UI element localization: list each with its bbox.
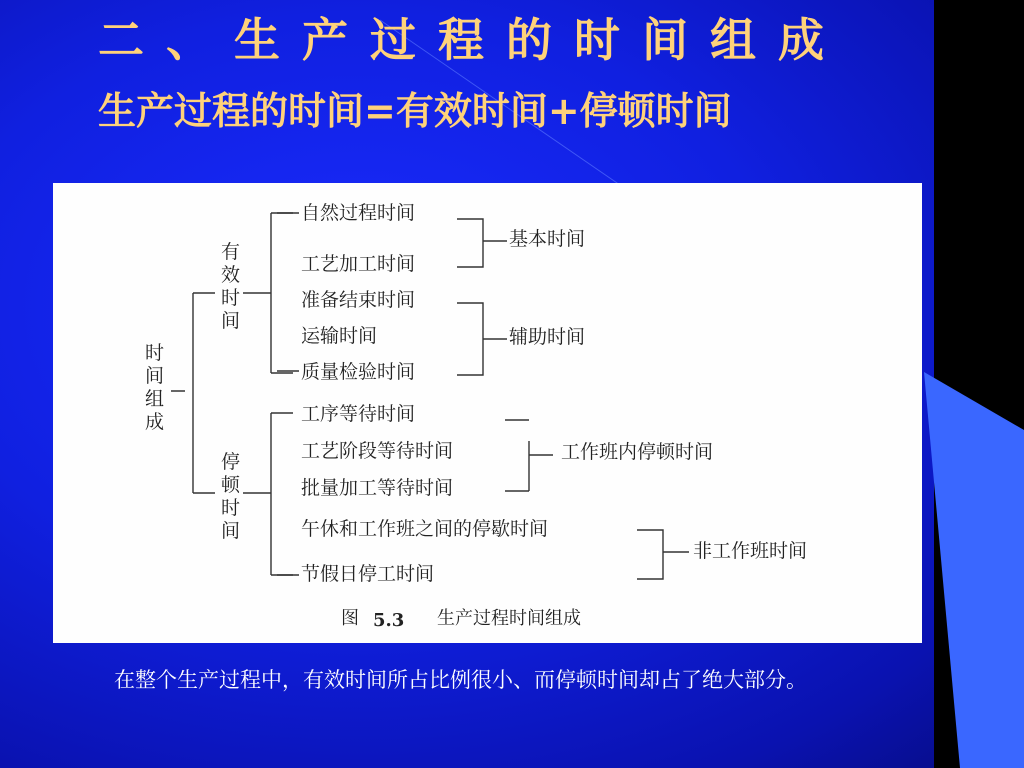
root-label: 时间组成 (145, 342, 165, 433)
branch-bracket-pause (243, 413, 293, 575)
group-label-in-shift-pause: 工作班内停顿时间 (561, 441, 714, 463)
branch-label-effective: 有效时间 (221, 241, 241, 332)
figure-caption-number: 5.3 (373, 610, 405, 631)
item-holiday-time: 节假日停工时间 (301, 563, 435, 585)
figure-panel (53, 183, 922, 643)
group-bracket-non-shift (637, 530, 689, 579)
item-break-time: 午休和工作班之间的停歇时间 (301, 518, 549, 540)
figure-caption-prefix: 图 (341, 608, 359, 629)
branch-bracket-effective (243, 213, 293, 373)
root-bracket (171, 293, 215, 493)
group-label-basic-time: 基本时间 (509, 228, 586, 250)
group-bracket-auxiliary (457, 303, 507, 375)
slide-title: 二、生产过程的时间组成 (98, 13, 846, 67)
item-processing-time: 工艺加工时间 (301, 253, 416, 275)
item-stage-wait-time: 工艺阶段等待时间 (301, 440, 454, 462)
group-label-auxiliary-time: 辅助时间 (509, 326, 586, 348)
decor-black-band (934, 0, 1024, 768)
item-setup-time: 准备结束时间 (301, 289, 416, 311)
slide-subtitle: 生产过程的时间=有效时间+停顿时间 (98, 89, 732, 133)
item-natural-process-time: 自然过程时间 (301, 202, 416, 224)
figure-caption-title: 生产过程时间组成 (437, 608, 581, 629)
item-batch-wait-time: 批量加工等待时间 (301, 477, 454, 499)
item-inspection-time: 质量检验时间 (301, 361, 416, 383)
time-composition-diagram (53, 183, 922, 643)
group-bracket-in-shift (505, 420, 553, 491)
item-process-wait-time: 工序等待时间 (301, 403, 416, 425)
group-label-non-shift-time: 非工作班时间 (693, 540, 808, 562)
item-transport-time: 运输时间 (301, 325, 378, 347)
slide-caption: 在整个生产过程中，有效时间所占比例很小、而停顿时间却占了绝大部分。 (114, 668, 807, 692)
branch-label-pause: 停顿时间 (221, 451, 241, 542)
group-bracket-basic (457, 219, 507, 267)
